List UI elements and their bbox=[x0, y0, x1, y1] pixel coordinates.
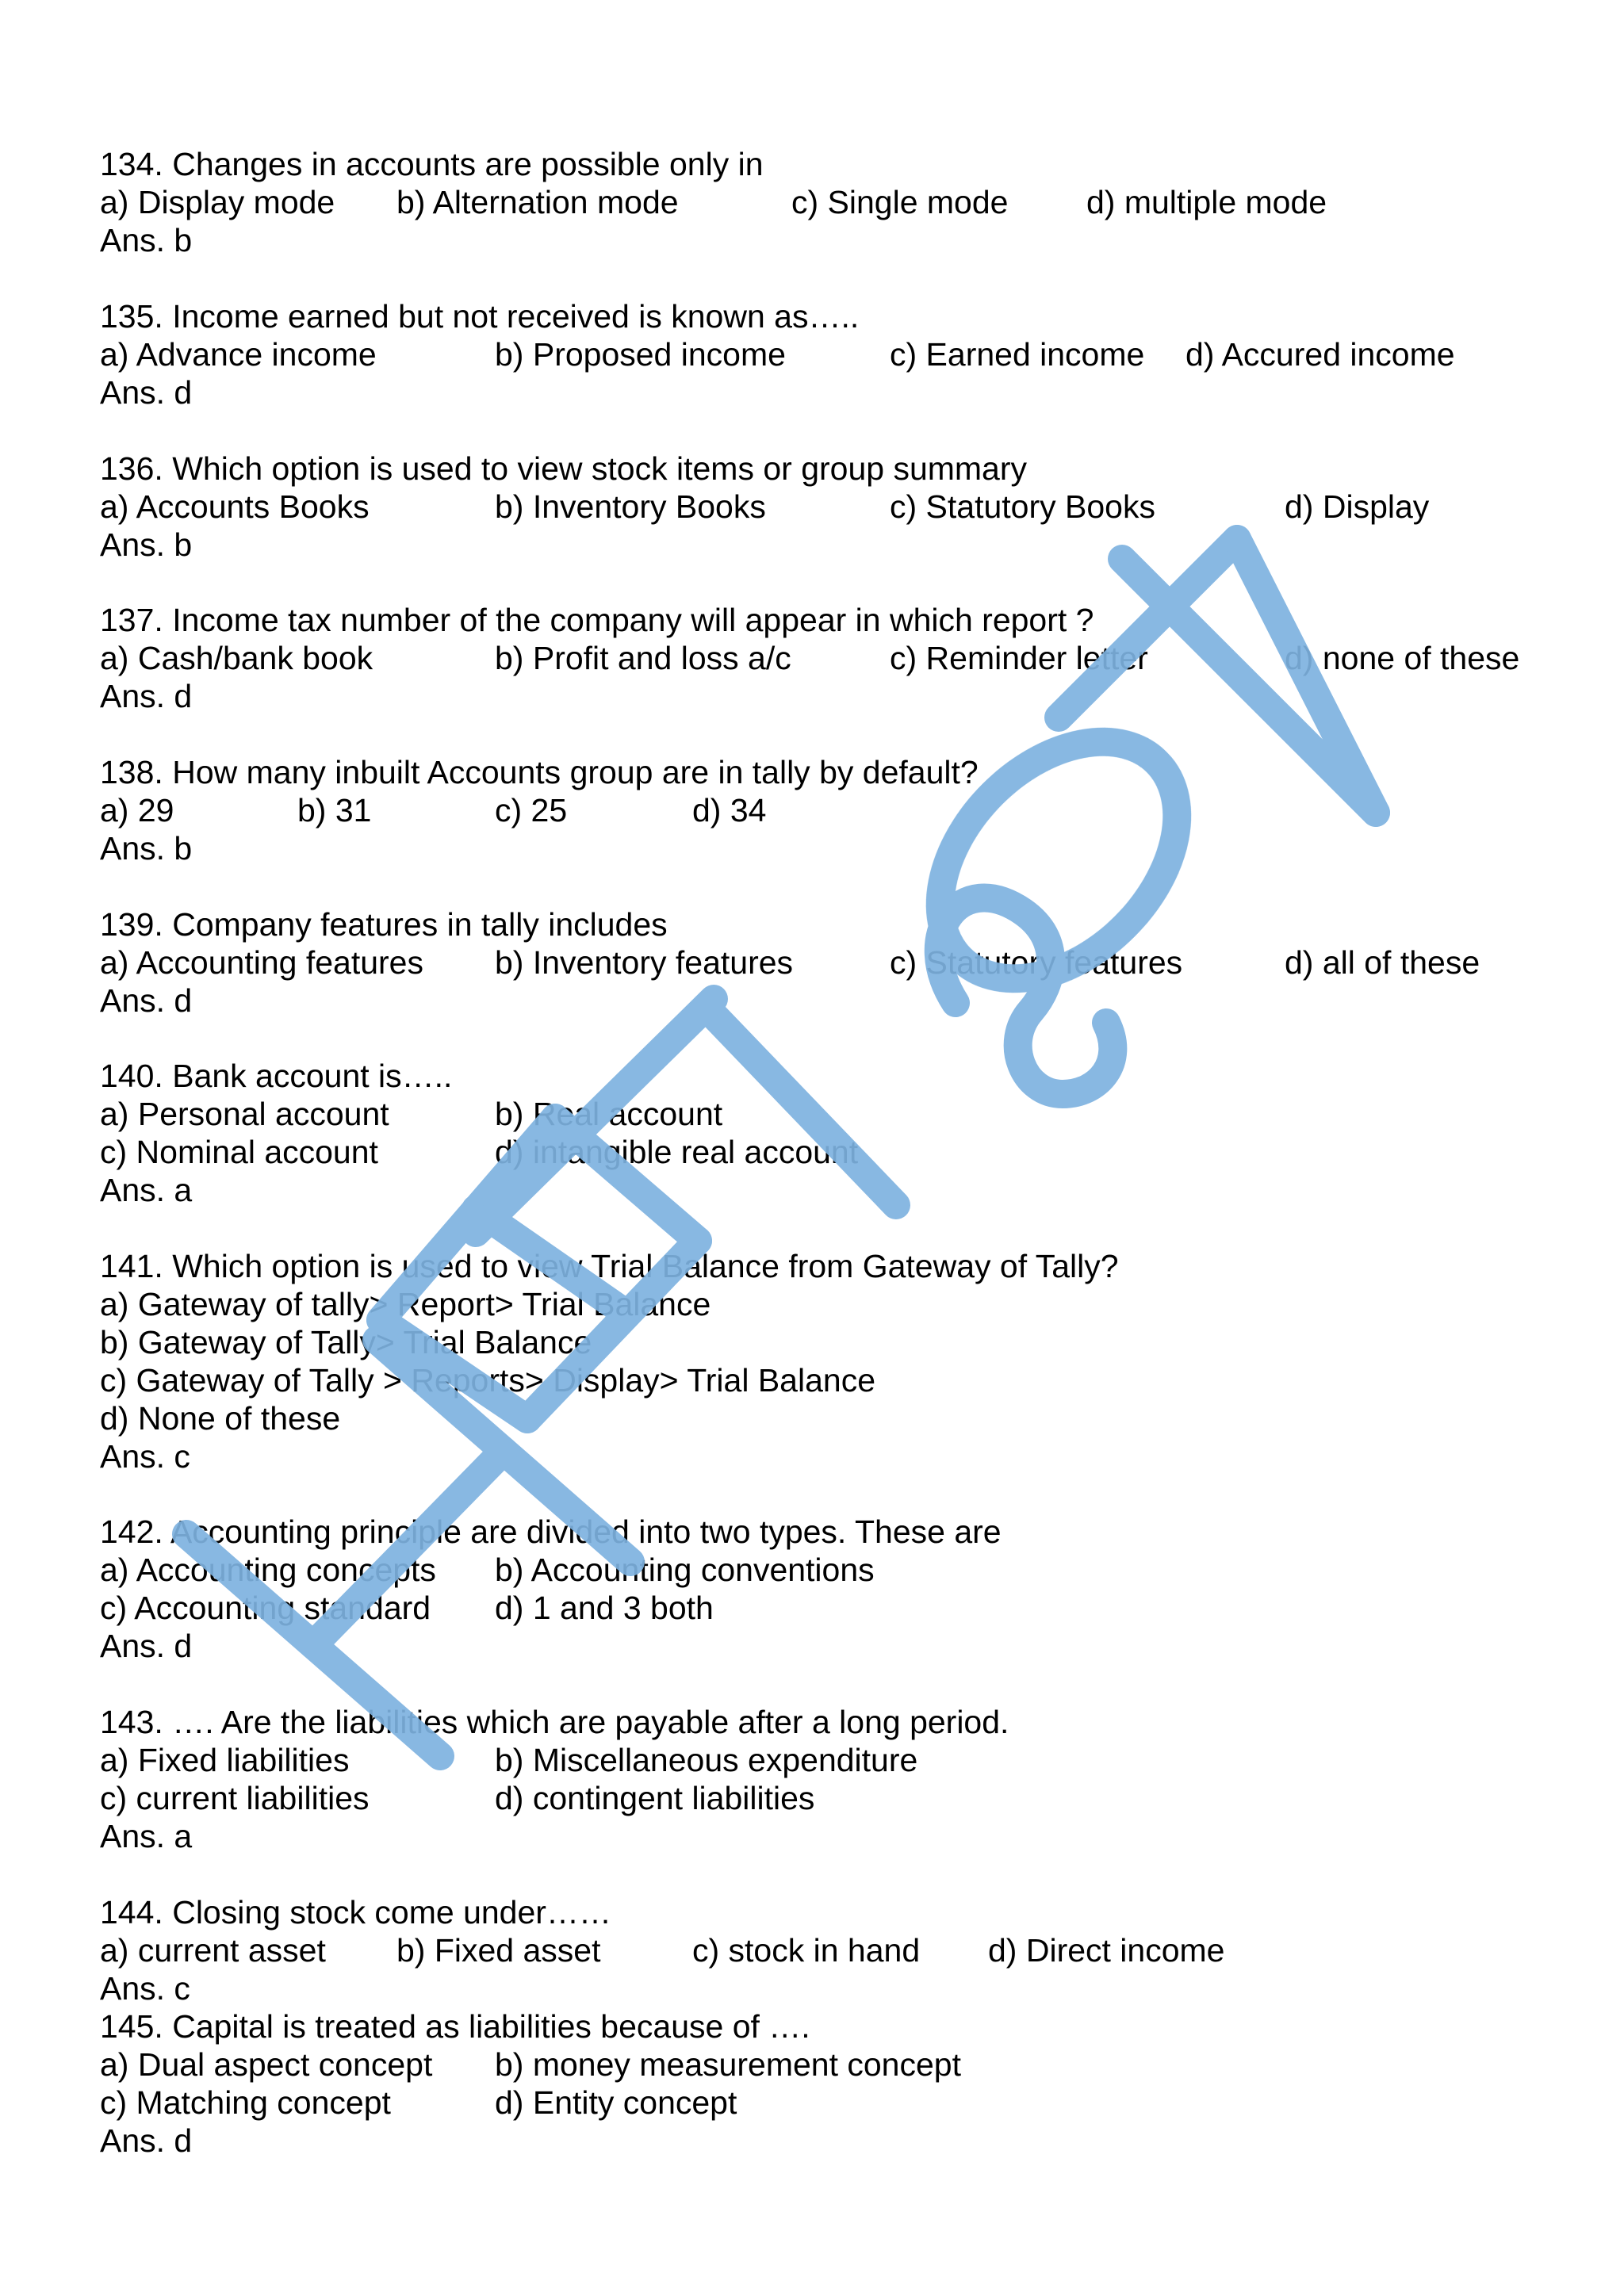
option-d: d) 1 and 3 both bbox=[495, 1590, 714, 1626]
question-text: Which option is used to view Trial Balance from Gateway of Tally? bbox=[172, 1248, 1119, 1284]
answer: Ans. b bbox=[100, 830, 193, 867]
answer: Ans. d bbox=[100, 2122, 193, 2159]
question-137 bbox=[100, 601, 1094, 639]
option-a: a) Gateway of tally> Report> Trial Balance bbox=[100, 1286, 711, 1322]
option-b: b) Gateway of Tally> Trial Balance bbox=[100, 1324, 592, 1360]
question-144 bbox=[100, 1893, 611, 1931]
answer: Ans. c bbox=[100, 1438, 190, 1475]
option-d: d) Display bbox=[1285, 488, 1430, 525]
question-number: 142. bbox=[100, 1513, 163, 1550]
question-138 bbox=[100, 753, 979, 791]
question-text: Income tax number of the company will appear in which report ? bbox=[172, 602, 1094, 638]
option-b: b) 31 bbox=[297, 792, 372, 828]
option-c: c) current liabilities bbox=[100, 1780, 370, 1816]
question-142 bbox=[100, 1513, 1002, 1551]
option-a: a) Personal account bbox=[100, 1096, 389, 1132]
watermark-s-stroke bbox=[939, 898, 1113, 1094]
question-140 bbox=[100, 1057, 452, 1095]
question-number: 134. bbox=[100, 146, 163, 182]
option-b: b) Miscellaneous expenditure bbox=[495, 1742, 918, 1778]
answer: Ans. c bbox=[100, 1970, 190, 2007]
option-d: d) all of these bbox=[1285, 944, 1480, 981]
option-d: d) intangible real account bbox=[495, 1134, 859, 1170]
question-text: Bank account is….. bbox=[172, 1058, 453, 1094]
option-a: a) Advance income bbox=[100, 336, 377, 373]
question-number: 138. bbox=[100, 754, 163, 790]
option-b: b) Profit and loss a/c bbox=[495, 640, 791, 676]
answer: Ans. d bbox=[100, 678, 193, 714]
answer: Ans. d bbox=[100, 374, 193, 411]
question-number: 145. bbox=[100, 2008, 163, 2045]
question-number: 141. bbox=[100, 1248, 163, 1284]
answer: Ans. a bbox=[100, 1172, 193, 1208]
option-a: a) Accounts Books bbox=[100, 488, 370, 525]
option-c: c) Reminder letter bbox=[890, 640, 1148, 676]
answer: Ans. d bbox=[100, 1628, 193, 1664]
question-134 bbox=[100, 145, 764, 183]
question-text: Changes in accounts are possible only in bbox=[172, 146, 764, 182]
question-text: Company features in tally includes bbox=[172, 906, 668, 943]
option-b: b) Alternation mode bbox=[396, 184, 679, 220]
option-d: d) Accured income bbox=[1185, 336, 1455, 373]
question-text: …. Are the liabilities which are payable after a long period. bbox=[172, 1704, 1009, 1740]
question-number: 136. bbox=[100, 450, 163, 487]
question-135 bbox=[100, 297, 859, 335]
question-number: 140. bbox=[100, 1058, 163, 1094]
option-a: a) current asset bbox=[100, 1932, 326, 1969]
option-d: d) none of these bbox=[1285, 640, 1520, 676]
option-c: c) Accounting standard bbox=[100, 1590, 431, 1626]
option-b: b) Inventory features bbox=[495, 944, 794, 981]
answer: Ans. b bbox=[100, 222, 193, 258]
question-number: 143. bbox=[100, 1704, 163, 1740]
option-a: a) Dual aspect concept bbox=[100, 2046, 433, 2083]
question-139 bbox=[100, 905, 668, 943]
option-b: b) Fixed asset bbox=[396, 1932, 601, 1969]
option-a: a) Cash/bank book bbox=[100, 640, 373, 676]
answer: Ans. a bbox=[100, 1818, 193, 1854]
option-d: d) contingent liabilities bbox=[495, 1780, 815, 1816]
option-b: b) money measurement concept bbox=[495, 2046, 961, 2083]
question-text: Closing stock come under…… bbox=[172, 1894, 611, 1931]
question-text: Accounting principle are divided into two types. These are bbox=[170, 1513, 1002, 1550]
option-c: c) stock in hand bbox=[692, 1932, 921, 1969]
question-143 bbox=[100, 1703, 1009, 1741]
option-c: c) Nominal account bbox=[100, 1134, 378, 1170]
option-a: a) Accounting concepts bbox=[100, 1552, 436, 1588]
option-d: d) 34 bbox=[692, 792, 767, 828]
option-b: b) Proposed income bbox=[495, 336, 786, 373]
watermark-t-stroke-1 bbox=[706, 1007, 896, 1205]
question-number: 144. bbox=[100, 1894, 163, 1931]
question-number: 137. bbox=[100, 602, 163, 638]
question-141 bbox=[100, 1247, 1119, 1285]
option-a: a) Display mode bbox=[100, 184, 335, 220]
question-text: How many inbuilt Accounts group are in tally by default? bbox=[172, 754, 979, 790]
option-b: b) Accounting conventions bbox=[495, 1552, 875, 1588]
option-b: b) Real account bbox=[495, 1096, 723, 1132]
question-136 bbox=[100, 450, 1027, 488]
question-145 bbox=[100, 2007, 810, 2045]
option-c: c) Gateway of Tally > Reports> Display> Trial Balance bbox=[100, 1362, 875, 1399]
watermark-n-stroke-3 bbox=[1122, 559, 1376, 813]
option-a: a) Fixed liabilities bbox=[100, 1742, 350, 1778]
option-a: a) Accounting features bbox=[100, 944, 423, 981]
option-d: d) Direct income bbox=[988, 1932, 1225, 1969]
option-d: d) multiple mode bbox=[1086, 184, 1327, 220]
option-c: c) Matching concept bbox=[100, 2084, 391, 2121]
option-a: a) 29 bbox=[100, 792, 174, 828]
option-c: c) Single mode bbox=[791, 184, 1009, 220]
question-number: 135. bbox=[100, 298, 163, 335]
option-c: c) 25 bbox=[495, 792, 568, 828]
option-b: b) Inventory Books bbox=[495, 488, 766, 525]
answer: Ans. b bbox=[100, 526, 193, 563]
question-text: Which option is used to view stock items or group summary bbox=[172, 450, 1028, 487]
question-text: Income earned but not received is known as….. bbox=[172, 298, 860, 335]
option-c: c) Statutory Books bbox=[890, 488, 1155, 525]
question-number: 139. bbox=[100, 906, 163, 943]
answer: Ans. d bbox=[100, 982, 193, 1019]
option-d: d) None of these bbox=[100, 1400, 341, 1437]
option-c: c) Statutory features bbox=[890, 944, 1183, 981]
option-c: c) Earned income bbox=[890, 336, 1145, 373]
question-text: Capital is treated as liabilities because of …. bbox=[172, 2008, 810, 2045]
option-d: d) Entity concept bbox=[495, 2084, 737, 2121]
